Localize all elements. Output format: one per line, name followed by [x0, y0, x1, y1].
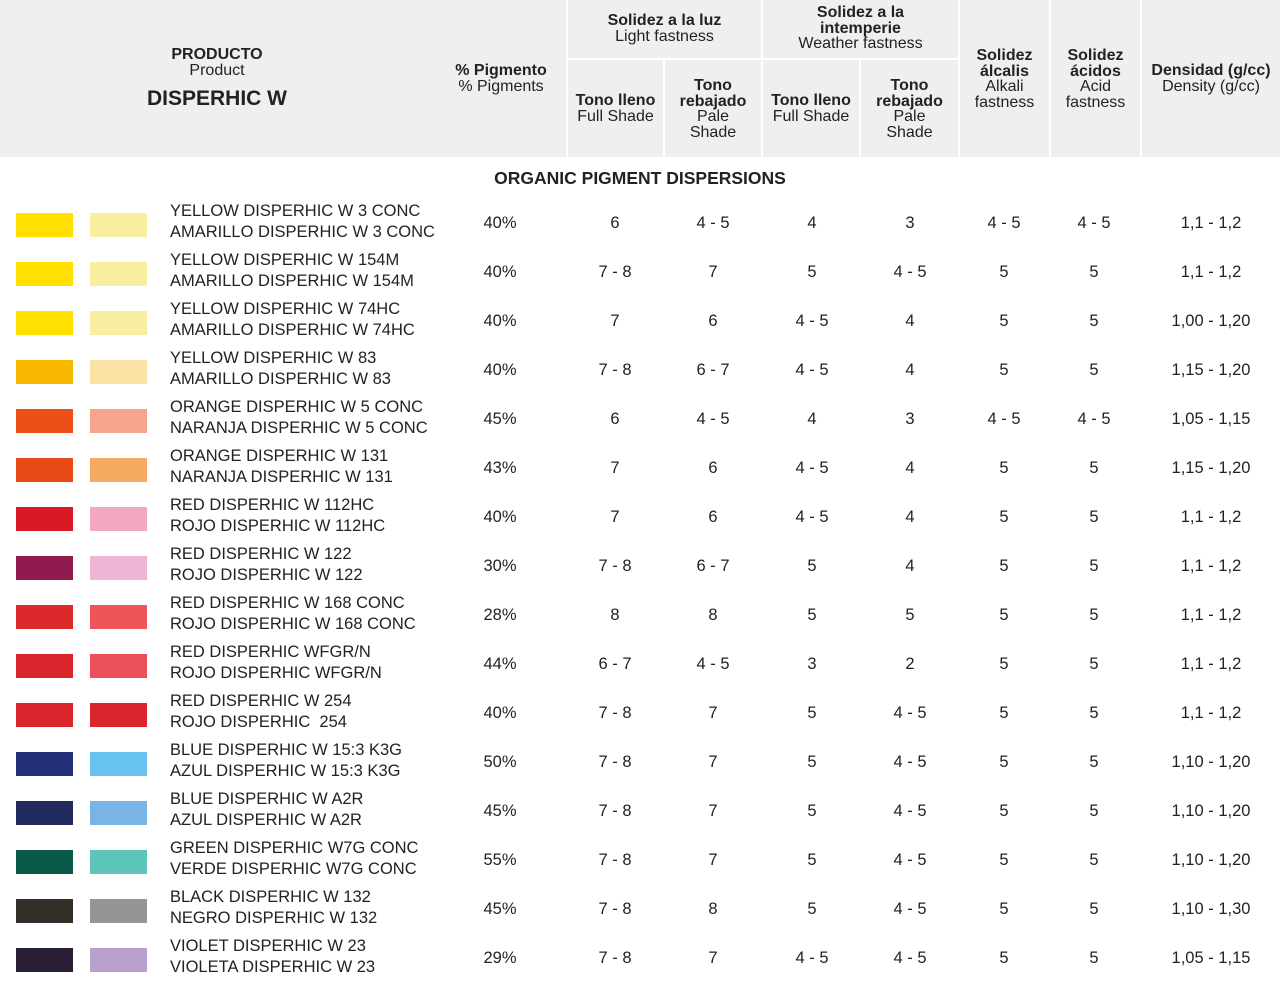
product-name-en: YELLOW DISPERHIC W 154M: [170, 251, 400, 269]
product-name-es: AZUL DISPERHIC W A2R: [170, 810, 362, 829]
cell-density: 1,15 - 1,20: [1171, 459, 1251, 477]
cell-density: 1,1 - 1,2: [1180, 606, 1242, 624]
cell-light-full: 7: [610, 312, 620, 330]
swatch-pale-shade: [90, 850, 147, 874]
product-name-es: VIOLETA DISPERHIC W 23: [170, 957, 376, 976]
cell-light-pale: 6 - 7: [696, 557, 730, 575]
product-name: [170, 838, 418, 879]
cell-alkali: 5: [999, 802, 1009, 820]
cell-density: 1,10 - 1,20: [1171, 802, 1251, 820]
cell-light-full: 8: [610, 606, 620, 624]
cell-acid: 5: [1089, 459, 1099, 477]
swatch-pale-shade: [90, 458, 147, 482]
swatch-pale-shade: [90, 703, 147, 727]
cell-pigment: 45%: [483, 900, 517, 918]
cell-light-pale: 4 - 5: [696, 214, 730, 232]
cell-weather-pale: 3: [905, 214, 915, 232]
product-name: [170, 299, 415, 340]
cell-alkali: 5: [999, 900, 1009, 918]
cell-alkali: 5: [999, 606, 1009, 624]
product-name: [170, 789, 363, 830]
cell-pigment: 28%: [483, 606, 517, 624]
cell-density: 1,00 - 1,20: [1171, 312, 1251, 330]
cell-light-full: 7 - 8: [598, 949, 632, 967]
cell-light-pale: 8: [708, 900, 718, 918]
swatch-full-shade: [16, 605, 73, 629]
header-weather-full-label: Tono lleno Full Shade: [771, 92, 851, 125]
cell-pigment: 50%: [483, 753, 517, 771]
product-name-es: ROJO DISPERHIC W 168 CONC: [170, 614, 416, 633]
product-name-en: BLUE DISPERHIC W A2R: [170, 790, 364, 808]
product-name: [170, 887, 377, 928]
product-name-en: RED DISPERHIC W 112HC: [170, 496, 375, 514]
cell-light-full: 6 - 7: [598, 655, 632, 673]
cell-light-pale: 7: [708, 949, 718, 967]
cell-alkali: 5: [999, 508, 1009, 526]
swatch-full-shade: [16, 899, 73, 923]
swatch-full-shade: [16, 801, 73, 825]
header-weather-label: Solidez a la intemperie Weather fastness: [798, 4, 923, 52]
cell-weather-pale: 3: [905, 410, 915, 428]
cell-acid: 4 - 5: [1077, 410, 1111, 428]
cell-pigment: 44%: [483, 655, 517, 673]
cell-acid: 5: [1089, 753, 1099, 771]
cell-light-full: 6: [610, 410, 620, 428]
product-name: [170, 642, 382, 683]
swatch-full-shade: [16, 654, 73, 678]
cell-density: 1,15 - 1,20: [1171, 361, 1251, 379]
swatch-full-shade: [16, 507, 73, 531]
cell-light-pale: 7: [708, 263, 718, 281]
product-name-es: ROJO DISPERHIC WFGR/N: [170, 663, 382, 682]
cell-light-full: 7 - 8: [598, 361, 632, 379]
cell-light-full: 7 - 8: [598, 851, 632, 869]
cell-alkali: 5: [999, 459, 1009, 477]
swatch-pale-shade: [90, 262, 147, 286]
cell-light-pale: 7: [708, 802, 718, 820]
cell-weather-pale: 4: [905, 361, 915, 379]
swatch-full-shade: [16, 703, 73, 727]
cell-weather-full: 4 - 5: [795, 508, 829, 526]
cell-acid: 5: [1089, 508, 1099, 526]
cell-weather-full: 5: [807, 263, 817, 281]
cell-weather-pale: 4 - 5: [893, 263, 927, 281]
swatch-full-shade: [16, 556, 73, 580]
product-name-en: RED DISPERHIC W 122: [170, 545, 352, 563]
cell-weather-pale: 4 - 5: [893, 802, 927, 820]
cell-pigment: 30%: [483, 557, 517, 575]
product-name: [170, 593, 416, 634]
header-density-label: Densidad (g/cc) Density (g/cc): [1151, 62, 1271, 95]
product-name-en: GREEN DISPERHIC W7G CONC: [170, 839, 419, 857]
cell-weather-full: 4 - 5: [795, 459, 829, 477]
cell-weather-pale: 4 - 5: [893, 704, 927, 722]
cell-acid: 5: [1089, 704, 1099, 722]
product-name-en: VIOLET DISPERHIC W 23: [170, 937, 366, 955]
product-name-es: ROJO DISPERHIC W 122: [170, 565, 363, 584]
swatch-pale-shade: [90, 752, 147, 776]
cell-density: 1,1 - 1,2: [1180, 557, 1242, 575]
cell-acid: 5: [1089, 312, 1099, 330]
header-pigment-label: % Pigmento % Pigments: [455, 62, 547, 95]
cell-light-full: 7 - 8: [598, 900, 632, 918]
header-light-full-label: Tono lleno Full Shade: [575, 92, 656, 125]
cell-acid: 5: [1089, 802, 1099, 820]
cell-weather-full: 5: [807, 753, 817, 771]
product-name-en: ORANGE DISPERHIC W 131: [170, 447, 389, 465]
cell-pigment: 40%: [483, 263, 517, 281]
product-name-es: NARANJA DISPERHIC W 5 CONC: [170, 418, 428, 437]
table-row: [0, 937, 1280, 995]
product-name-es: VERDE DISPERHIC W7G CONC: [170, 859, 417, 878]
cell-pigment: 43%: [483, 459, 517, 477]
cell-alkali: 4 - 5: [987, 410, 1021, 428]
cell-light-pale: 4 - 5: [696, 410, 730, 428]
cell-density: 1,10 - 1,20: [1171, 851, 1251, 869]
cell-weather-full: 5: [807, 851, 817, 869]
product-name-en: RED DISPERHIC W 168 CONC: [170, 594, 405, 612]
swatch-pale-shade: [90, 311, 147, 335]
cell-light-pale: 6: [708, 459, 718, 477]
header-light-label: Solidez a la luz Light fastness: [607, 12, 722, 45]
cell-weather-pale: 4: [905, 508, 915, 526]
swatch-full-shade: [16, 409, 73, 433]
cell-density: 1,05 - 1,15: [1171, 410, 1251, 428]
header-weather-pale-label: Tono rebajado Pale Shade: [876, 77, 943, 141]
cell-pigment: 45%: [483, 410, 517, 428]
cell-light-pale: 7: [708, 851, 718, 869]
cell-pigment: 40%: [483, 508, 517, 526]
cell-weather-full: 4 - 5: [795, 949, 829, 967]
cell-pigment: 29%: [483, 949, 517, 967]
swatch-pale-shade: [90, 556, 147, 580]
swatch-full-shade: [16, 360, 73, 384]
swatch-full-shade: [16, 458, 73, 482]
cell-light-full: 7 - 8: [598, 557, 632, 575]
cell-alkali: 5: [999, 312, 1009, 330]
cell-weather-pale: 4: [905, 459, 915, 477]
swatch-pale-shade: [90, 507, 147, 531]
cell-pigment: 40%: [483, 361, 517, 379]
cell-pigment: 40%: [483, 704, 517, 722]
product-family-title: DISPERHIC W: [146, 87, 287, 110]
product-name: [170, 691, 352, 732]
product-name-en: YELLOW DISPERHIC W 3 CONC: [170, 202, 421, 220]
table-header: [0, 0, 1280, 157]
product-name: [170, 740, 402, 781]
header-product-label: PRODUCTO Product: [171, 46, 263, 79]
product-name: [170, 250, 414, 291]
swatch-full-shade: [16, 213, 73, 237]
cell-acid: 5: [1089, 361, 1099, 379]
cell-pigment: 40%: [483, 312, 517, 330]
cell-alkali: 5: [999, 557, 1009, 575]
cell-acid: 5: [1089, 949, 1099, 967]
cell-alkali: 4 - 5: [987, 214, 1021, 232]
cell-weather-pale: 4: [905, 557, 915, 575]
swatch-full-shade: [16, 948, 73, 972]
cell-density: 1,1 - 1,2: [1180, 214, 1242, 232]
swatch-pale-shade: [90, 409, 147, 433]
product-name-es: NARANJA DISPERHIC W 131: [170, 467, 393, 486]
cell-density: 1,1 - 1,2: [1180, 655, 1242, 673]
cell-weather-full: 5: [807, 900, 817, 918]
cell-light-pale: 6 - 7: [696, 361, 730, 379]
cell-light-full: 7 - 8: [598, 263, 632, 281]
cell-light-pale: 6: [708, 508, 718, 526]
cell-pigment: 55%: [483, 851, 517, 869]
header-alkali-label: Solidez álcalis Alkali fastness: [974, 47, 1035, 111]
product-name: [170, 348, 391, 389]
cell-density: 1,1 - 1,2: [1180, 263, 1242, 281]
cell-light-pale: 4 - 5: [696, 655, 730, 673]
product-name-es: ROJO DISPERHIC W 112HC: [170, 516, 386, 535]
cell-alkali: 5: [999, 851, 1009, 869]
product-name: [170, 544, 363, 585]
cell-acid: 5: [1089, 263, 1099, 281]
product-name-en: BLACK DISPERHIC W 132: [170, 888, 371, 906]
product-name: [170, 936, 375, 977]
swatch-full-shade: [16, 262, 73, 286]
swatch-pale-shade: [90, 948, 147, 972]
product-name: [170, 397, 428, 438]
cell-alkali: 5: [999, 949, 1009, 967]
cell-weather-pale: 2: [905, 655, 915, 673]
cell-weather-full: 5: [807, 704, 817, 722]
cell-light-pale: 7: [708, 753, 718, 771]
cell-light-full: 7 - 8: [598, 753, 632, 771]
cell-weather-pale: 5: [905, 606, 915, 624]
cell-weather-pale: 4 - 5: [893, 851, 927, 869]
header-light-pale-label: Tono rebajado Pale Shade: [679, 77, 747, 141]
swatch-pale-shade: [90, 654, 147, 678]
cell-acid: 5: [1089, 606, 1099, 624]
cell-alkali: 5: [999, 361, 1009, 379]
product-name-en: YELLOW DISPERHIC W 83: [170, 349, 377, 367]
cell-light-pale: 7: [708, 704, 718, 722]
product-name-es: AMARILLO DISPERHIC W 3 CONC: [170, 222, 435, 241]
cell-alkali: 5: [999, 704, 1009, 722]
product-name-es: AZUL DISPERHIC W 15:3 K3G: [170, 761, 401, 780]
cell-weather-pale: 4 - 5: [893, 753, 927, 771]
cell-weather-full: 4 - 5: [795, 312, 829, 330]
product-name-es: ROJO DISPERHIC 254: [170, 712, 347, 731]
cell-weather-full: 4 - 5: [795, 361, 829, 379]
product-name-en: RED DISPERHIC W 254: [170, 692, 352, 710]
cell-alkali: 5: [999, 263, 1009, 281]
product-name-es: NEGRO DISPERHIC W 132: [170, 908, 378, 927]
cell-weather-pale: 4: [905, 312, 915, 330]
cell-acid: 4 - 5: [1077, 214, 1111, 232]
cell-density: 1,1 - 1,2: [1180, 508, 1242, 526]
cell-pigment: 45%: [483, 802, 517, 820]
cell-acid: 5: [1089, 655, 1099, 673]
cell-light-full: 7: [610, 459, 620, 477]
cell-acid: 5: [1089, 851, 1099, 869]
product-name-en: RED DISPERHIC WFGR/N: [170, 643, 371, 661]
header-acid-label: Solidez ácidos Acid fastness: [1065, 47, 1126, 111]
cell-light-pale: 8: [708, 606, 718, 624]
cell-weather-full: 5: [807, 606, 817, 624]
swatch-full-shade: [16, 311, 73, 335]
product-name-en: YELLOW DISPERHIC W 74HC: [170, 300, 401, 318]
cell-weather-full: 4: [807, 410, 817, 428]
cell-weather-full: 4: [807, 214, 817, 232]
cell-density: 1,10 - 1,20: [1171, 753, 1251, 771]
section-title: ORGANIC PIGMENT DISPERSIONS: [494, 168, 786, 188]
cell-weather-full: 3: [807, 655, 817, 673]
cell-alkali: 5: [999, 753, 1009, 771]
cell-light-full: 7 - 8: [598, 704, 632, 722]
product-name: [170, 495, 385, 536]
cell-weather-pale: 4 - 5: [893, 949, 927, 967]
product-name: [170, 446, 393, 487]
product-name-en: ORANGE DISPERHIC W 5 CONC: [170, 398, 424, 416]
cell-density: 1,1 - 1,2: [1180, 704, 1242, 722]
product-name-es: AMARILLO DISPERHIC W 74HC: [170, 320, 415, 339]
swatch-pale-shade: [90, 213, 147, 237]
swatch-pale-shade: [90, 801, 147, 825]
swatch-full-shade: [16, 850, 73, 874]
swatch-pale-shade: [90, 605, 147, 629]
product-name-es: AMARILLO DISPERHIC W 154M: [170, 271, 414, 290]
cell-pigment: 40%: [483, 214, 517, 232]
cell-light-pale: 6: [708, 312, 718, 330]
cell-light-full: 6: [610, 214, 620, 232]
cell-acid: 5: [1089, 557, 1099, 575]
product-name: [170, 201, 435, 242]
cell-light-full: 7 - 8: [598, 802, 632, 820]
cell-weather-full: 5: [807, 802, 817, 820]
cell-density: 1,05 - 1,15: [1171, 949, 1251, 967]
swatch-pale-shade: [90, 899, 147, 923]
product-name-en: BLUE DISPERHIC W 15:3 K3G: [170, 741, 402, 759]
cell-alkali: 5: [999, 655, 1009, 673]
cell-acid: 5: [1089, 900, 1099, 918]
product-name-es: AMARILLO DISPERHIC W 83: [170, 369, 391, 388]
swatch-full-shade: [16, 752, 73, 776]
cell-weather-pale: 4 - 5: [893, 900, 927, 918]
cell-density: 1,10 - 1,30: [1171, 900, 1251, 918]
cell-light-full: 7: [610, 508, 620, 526]
swatch-pale-shade: [90, 360, 147, 384]
cell-weather-full: 5: [807, 557, 817, 575]
